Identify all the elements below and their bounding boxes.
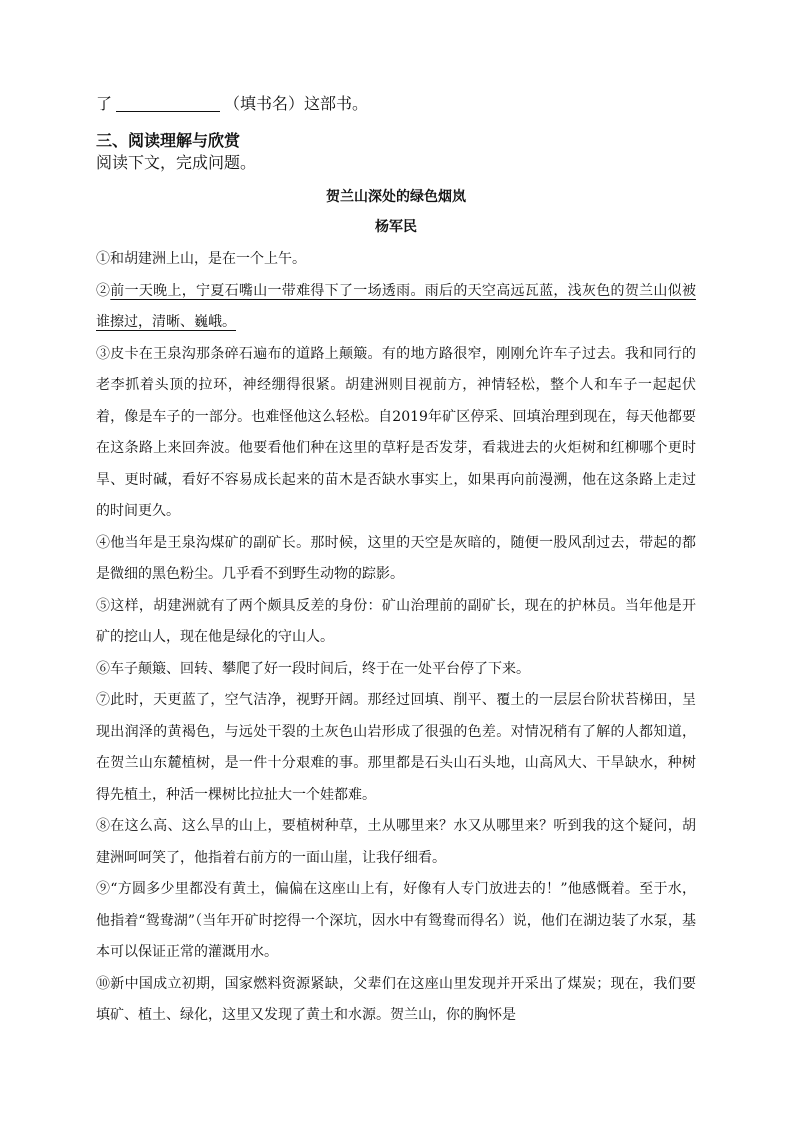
section-title: 三、阅读理解与欣赏: [96, 131, 241, 150]
paragraph-7: ⑦此时，天更蓝了，空气洁净，视野开阔。那经过回填、削平、覆土的一层层台阶状苔梯田，呈现出润泽的黄褐色，与远处干裂的土灰色山岩形成了很强的色差。对情况稍有了解的人都知道，在贺兰山东麓植树，是一件十分艰难的事。那里都是石头山石头地，山高风大、干旱缺水，种树得先植土，种活一棵树比拉扯大一个娃都难。: [96, 692, 696, 803]
fill-blank-prefix: 了: [96, 94, 113, 113]
document-page: [96, 92, 696, 1032]
paragraph-4: ④他当年是王泉沟煤矿的副矿长。那时候，这里的天空是灰暗的，随便一股风刮过去，带起的都是微细的黑色粉尘。几乎看不到野生动物的踪影。: [96, 534, 696, 582]
article-author: 杨军民: [375, 219, 417, 235]
paragraph-8: ⑧在这么高、这么旱的山上，要植树种草，土从哪里来？水又从哪里来？听到我的这个疑问，胡建洲呵呵笑了，他指着右前方的一面山崖，让我仔细看。: [96, 818, 696, 866]
paragraph-5: ⑤这样，胡建洲就有了两个颇具反差的身份：矿山治理前的副矿长，现在的护林员。当年他是开矿的挖山人，现在他是绿化的守山人。: [96, 597, 696, 645]
fill-blank-suffix: （填书名）这部书。: [224, 94, 369, 113]
paragraph-2-number: ②: [96, 282, 111, 299]
paragraph-1: ①和胡建洲上山，是在一个上午。: [96, 251, 306, 267]
fill-blank-line: [96, 92, 696, 116]
paragraph-2: [96, 276, 696, 339]
paragraph-2-underlined-text: 前一天晚上，宁夏石嘴山一带难得下了一场透雨。雨后的天空高远瓦蓝，浅灰色的贺兰山似被谁擦过，清晰、巍峨。: [96, 282, 697, 330]
article-title: 贺兰山深处的绿色烟岚: [326, 189, 466, 205]
paragraph-6: ⑥车子颠簸、回转、攀爬了好一段时间后，终于在一处平台停了下来。: [96, 660, 530, 677]
paragraph-3: ③皮卡在王泉沟那条碎石遍布的道路上颠簸。有的地方路很窄，刚刚允许车子过去。我和同行的老李抓着头顶的拉环，神经绷得很紧。胡建洲则目视前方，神情轻松，整个人和车子一起起伏着，像是车子的一部分。也难怪他这么轻松。自2019年矿区停采、回填治理到现在，每天他都要在这条路上来回奔波。他要看他们种在这里的草籽是否发芽，看栽进去的火炬树和红柳哪个更时旱、更时碱，看好不容易成长起来的苗木是否缺水事实上，如果再向前漫溯，他在这条路上走过的时间更久。: [96, 345, 696, 519]
section-instruction: 阅读下文，完成问题。: [96, 153, 257, 172]
paragraph-10: ⑩新中国成立初期，国家燃料资源紧缺，父辈们在这座山里发现并开采出了煤炭；现在，我们要填矿、植土、绿化，这里又发现了黄土和水源。贺兰山，你的胸怀是: [96, 975, 696, 1023]
paragraph-9: ⑨“方圆多少里都没有黄土，偏偏在这座山上有，好像有人专门放进去的！”他感慨着。至于水，他指着“鸳鸯湖”（当年开矿时挖得一个深坑，因水中有鸳鸯而得名）说，他们在湖边装了水泵，基本可以保证正常的灌溉用水。: [96, 881, 696, 960]
answer-blank[interactable]: [116, 93, 220, 112]
